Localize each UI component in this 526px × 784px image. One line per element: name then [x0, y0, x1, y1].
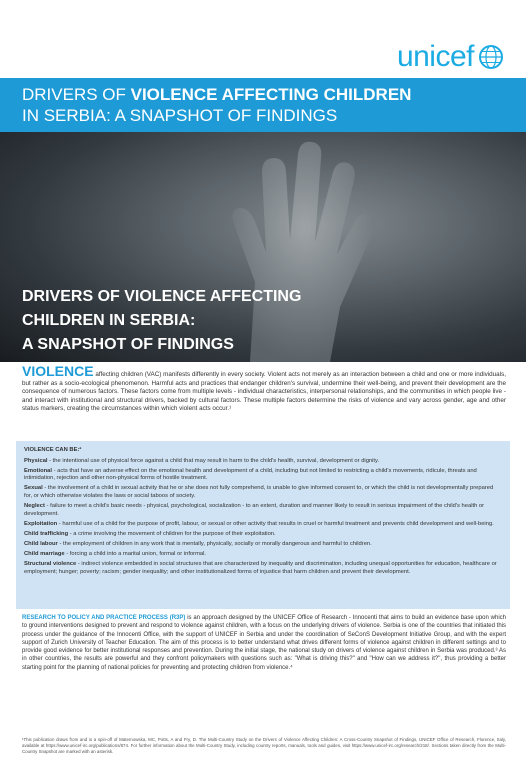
intro-text: affecting children (VAC) manifests differently in every society. Violent acts not merely as an interaction between a child and one or more individuals, but rather as a socio-ecological phenomenon. Harmful acts and practices that endanger children's survival, undermine their well-being, and prevent their development are the consequence of numerous factors. These factors come from multiple levels - individual characteristics, interpersonal relationships, and the communities in which people live - and interact with institutional and structural drivers, backed by cultural factors. These multiple factors determine the risks of violence and vary across gender, age and other status markers, creating the circumstances within which violent acts occur.¹ — [22, 371, 506, 413]
rpp-text: is an approach designed by the UNICEF Office of Research - Innocenti that aims to build an evidence base upon which to ground interventions designed to prevent and respond to violence against children, with a focus on the underlying drivers of violence. Serbia is one of the countries that initiated this process under the guidance of the Innocenti Office, with the support of UNICEF in Serbia and under the coordination of SeConS Development Initiative Group, and with the expert support of Zurich University of Teacher Education. The aim of this process is to better understand what drives different forms of violence against children in different settings and to provide good evidence for better institutional responses and prevention. During the initial stage, the national study on drivers of violence against children in Serbia was produced.³ As in other countries, the results are powerful and they confront policymakers with questions such as: "What is driving this?" and "How can we address it?", thus providing a better starting point for the planning of national policies for preventing and protecting children from violence.⁴ — [22, 615, 507, 671]
cover-title-line-3: A SNAPSHOT OF FINDINGS — [22, 336, 234, 353]
violence-type-item: Child marriage - forcing a child into a marital union, formal or informal. — [24, 551, 207, 558]
intro-lead-word: VIOLENCE — [22, 363, 94, 379]
violence-type-item: Neglect - failure to meet a child's basic needs - physical, psychological, socialization - to an extent, duration and manner likely to result in serious impairment of the child's health or development. — [24, 503, 485, 517]
violence-types-box — [16, 441, 510, 609]
logo-text: unicef — [396, 40, 474, 73]
violence-type-item: Sexual - the involvement of a child in sexual activity that he or she does not fully comprehend, is unable to give informed consent to, or which the child is not developmentally prepared for, or which otherwise violates the laws or social taboos of society. — [24, 485, 494, 499]
cover-photo — [0, 132, 526, 362]
violence-type-item: Child trafficking - a crime involving the movement of children for the purpose of their exploitation. — [24, 530, 276, 537]
banner-title-line-2: IN SERBIA: A SNAPSHOT OF FINDINGS — [22, 106, 338, 125]
violence-type-item: Structural violence - indirect violence embedded in social structures that are characterized by inequality and discrimination, including unequal opportunities for education, healthcare or employment; hunger; poverty; racism; gender inequality; and other institutionalized forms of injustice that harm children and prevent their development. — [24, 561, 497, 575]
cover-title-line-1: DRIVERS OF VIOLENCE AFFECTING — [22, 288, 302, 305]
banner-title-plain: DRIVERS OF — [22, 85, 131, 104]
research-process-paragraph — [22, 614, 506, 672]
footnote: ¹This publication draws from and is a spin-off of Maternowska, MC, Potts, A and Fry, D. The Multi-Country Study on the Drivers of Violence Affecting Children: A Cross-Country Snapshot of Findings, UNICEF Office of Research, Florence, Italy, available at https://www.unicef-irc.org/publications/874. For further information about the Multi-Country Study, including country reports, manuals, tools and guides, visit https://www.unicef-irc.org/research/218/. Sections taken directly from the Multi-Country Snapshot are marked with an asterisk. — [22, 737, 506, 754]
unicef-logo — [397, 40, 504, 74]
violence-type-item: Child labour - the employment of children in any work that is mentally, physically, socially or morally dangerous and harmful to children. — [24, 540, 372, 547]
violence-type-item: Physical - the intentional use of physical force against a child that may result in harm to the child's health, survival, development or dignity. — [24, 457, 380, 464]
box-title: VIOLENCE CAN BE:² — [24, 447, 82, 453]
banner-title-line-1 — [22, 85, 411, 105]
violence-type-item: Exploitation - harmful use of a child for the purpose of profit, labour, or sexual or other activity that results in cruel or harmful treatment and prevents child development and well-being. — [24, 520, 494, 527]
rpp-lead: RESEARCH TO POLICY AND PRACTICE PROCESS (R3P) — [22, 615, 186, 621]
intro-paragraph — [22, 363, 506, 414]
banner-title-bold: VIOLENCE AFFECTING CHILDREN — [130, 85, 412, 104]
title-banner — [0, 78, 526, 132]
violence-type-item: Emotional - acts that have an adverse effect on the emotional health and development of a child, including but not limited to restricting a child's movements, ridicule, threats and intimidation, rejection and other non-physical forms of hostile treatment. — [24, 467, 477, 482]
unicef-globe-icon — [478, 44, 504, 70]
cover-title-line-2: CHILDREN IN SERBIA: — [22, 312, 196, 329]
